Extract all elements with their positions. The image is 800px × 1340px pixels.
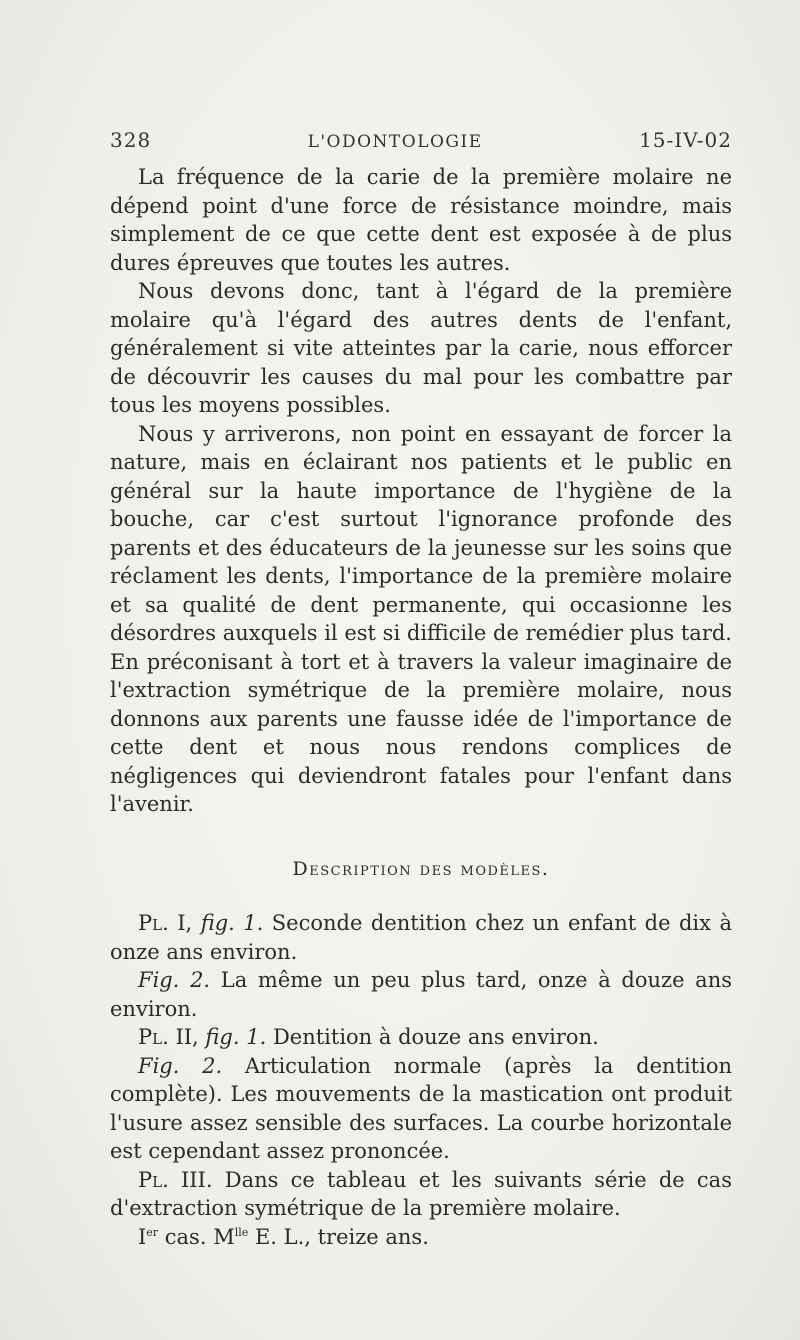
plate-text: Dans ce tableau et les suivants série de cas d'extraction symétrique de la première molaire.	[110, 1167, 732, 1220]
figure-ref: fig. 1.	[205, 1025, 267, 1049]
case-title-sup: lle	[234, 1225, 249, 1239]
case-numeral-sup: er	[146, 1225, 159, 1239]
running-header	[110, 128, 732, 152]
plate-text: Articulation normale (après la dentition complète). Les mouvements de la mastication ont produit l'usure assez sensible des surfaces. La courbe horizontale est cependant assez prononcée.	[110, 1053, 733, 1163]
plate-entry	[110, 1052, 732, 1166]
case-rest: E. L., treize ans.	[254, 1224, 429, 1249]
journal-title: L'ODONTOLOGIE	[307, 132, 483, 152]
case-numeral: I	[138, 1224, 147, 1249]
plate-entry	[110, 1023, 732, 1052]
section-heading: Description des modèles.	[292, 857, 550, 880]
plate-text: Dentition à douze ans environ.	[272, 1025, 599, 1049]
body-text	[110, 163, 732, 1251]
paragraph: Nous y arriverons, non point en essayant de forcer la nature, mais en éclairant nos patients et le public en général sur la haute importance de l'hygiène de la bouche, car c'est surtout l'ignorance profonde des parents et des éducateurs de la jeunesse sur les soins que réclament les dents, l'importance de la première molaire et sa qualité de dent permanente, qui occasionne les désordres auxquels il est si difficile de remédier plus tard. En préconisant à tort et à travers la valeur imaginaire de l'extraction symétrique de la première molaire, nous donnons aux parents une fausse idée de l'importance de cette dent et nous nous rendons complices de négligences qui deviendront fatales pour l'enfant dans l'avenir.	[110, 421, 732, 816]
plate-label: Pl. I,	[138, 911, 193, 935]
paragraph: La fréquence de la carie de la première molaire ne dépend point d'une force de résistance moindre, mais simplement de ce que cette dent est exposée à de plus dures épreuves que toutes les autres.	[110, 165, 732, 275]
issue-date: 15-IV-02	[639, 128, 732, 152]
plate-label: Pl. II,	[138, 1025, 199, 1049]
case-word: cas.	[164, 1224, 207, 1249]
plate-entry	[110, 1166, 732, 1223]
plate-label: Pl. III.	[138, 1167, 213, 1192]
case-title: M	[213, 1224, 235, 1249]
plate-text: Seconde dentition chez un enfant de dix à onze ans environ.	[110, 911, 732, 964]
figure-ref: Fig. 2.	[138, 968, 211, 992]
page-number: 328	[110, 128, 152, 152]
figure-ref: fig. 1.	[200, 911, 264, 935]
plate-entry	[110, 966, 732, 1023]
plate-text: La même un peu plus tard, onze à douze ans environ.	[110, 968, 732, 1021]
paragraph: Nous devons donc, tant à l'égard de la première molaire qu'à l'égard des autres dents de l'enfant, généralement si vite atteintes par la carie, nous efforcer de découvrir les causes du mal pour les combattre par tous les moyens possibles.	[110, 279, 732, 417]
case-line	[110, 1223, 732, 1252]
plate-entry	[110, 909, 732, 966]
figure-ref: Fig. 2.	[138, 1053, 223, 1078]
